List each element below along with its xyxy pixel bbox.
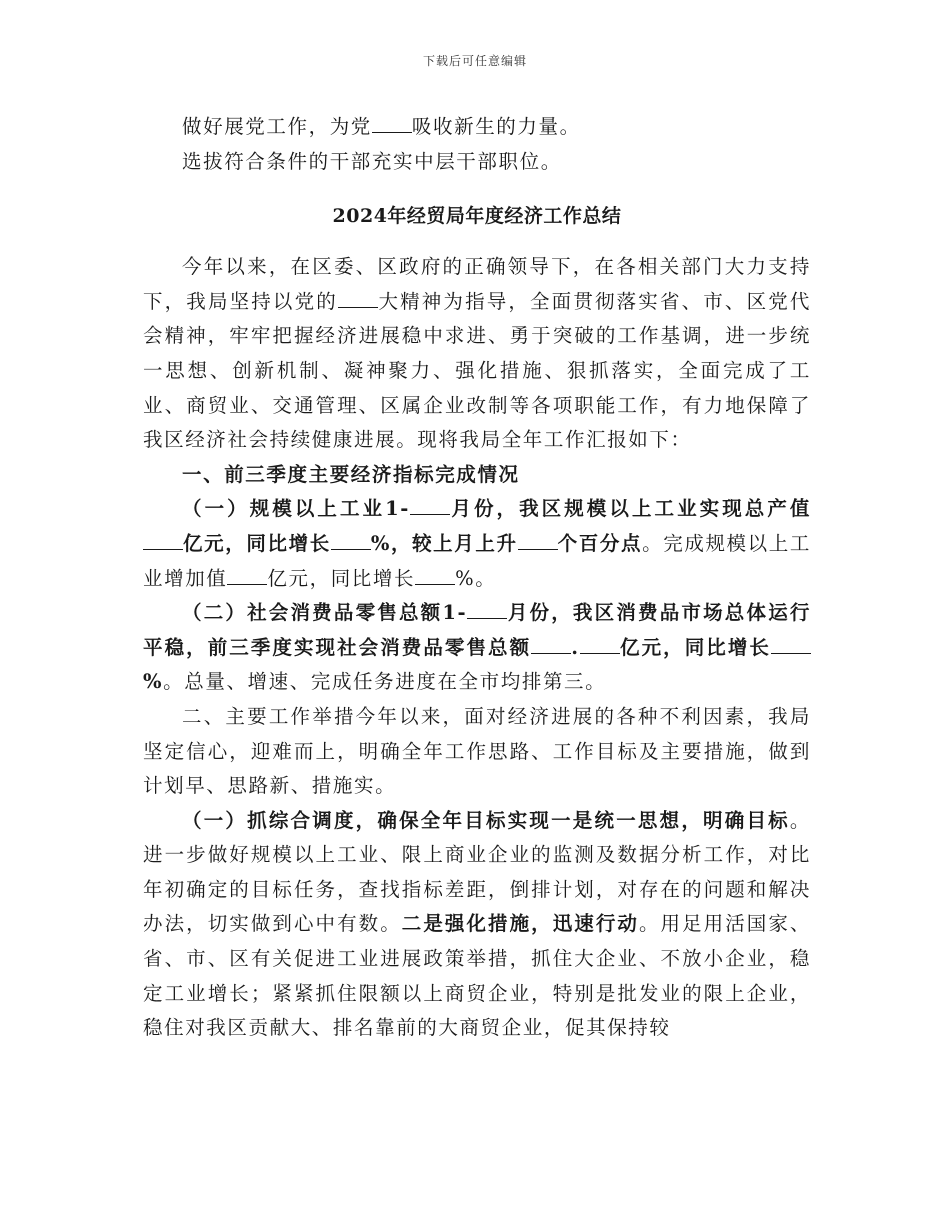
bold-text: 个百分点 [557, 531, 643, 555]
blank-underline [410, 514, 450, 515]
bold-text: 月份，我区消费品市场总体运行平稳，前三季度实现社会消费品零售总额 [143, 601, 811, 659]
blank-underline [531, 653, 571, 654]
page-header-note: 下载后可任意编辑 [422, 54, 527, 68]
paragraph-text: 大精神为指导，全面贯彻落实省、市、区党代会精神，牢牢把握经济进展稳中求进、勇于突破的工作基调，进一步统一思想、创新机制、凝神聚力、强化措施、狠抓落实，全面完成了工业、商贸业、交通管理、区属企业改制等各项职能工作，有力地保障了我区经济社会持续健康进展。现将我局全年工作汇报如下： [143, 289, 811, 452]
bold-text: %，较上月上升 [370, 531, 518, 555]
blank-underline [467, 618, 507, 619]
bold-text: 二是强化措施，迅速行动 [401, 912, 639, 936]
paragraph-cadre-selection: 选拔符合条件的干部充实中层干部职位。 [182, 149, 562, 173]
paragraph-text: 吸收新生的力量。 [411, 115, 581, 138]
paragraph-text: %。 [455, 566, 497, 590]
paragraph-intro [143, 250, 811, 458]
paragraph-text: 。总量、增速、完成任务进度在全市均排第三。 [163, 670, 607, 694]
bold-text: % [143, 670, 164, 694]
paragraph-retail [143, 596, 811, 700]
blank-underline [227, 584, 267, 585]
blank-underline [518, 549, 558, 550]
paragraph-text: 。完成规模以上工业增加值 [143, 531, 811, 590]
paragraph-text: 。进一步做好规模以上工业、限上商业企业的监测及数据分析工作，对比年初确定的目标任务，查找指标差距，倒排计划，对存在的问题和解决办法，切实做到心中有数。 [143, 808, 811, 936]
blank-underline [771, 653, 811, 654]
paragraph-text: 亿元，同比增长 [267, 566, 416, 590]
paragraph-text: 做好展党工作，为党 [182, 115, 372, 138]
paragraph-coordination [143, 804, 811, 1046]
paragraph-text: 今年以来，在区委、区政府的正确领导下，在各相关部门大力支持下，我局坚持以党的 [143, 255, 811, 313]
paragraph-party-work [143, 110, 811, 145]
bold-text: （一）抓综合调度，确保全年目标实现一是统一思想，明确目标 [182, 808, 790, 832]
blank-underline [580, 653, 620, 654]
section-heading-2: 二、主要工作举措今年以来，面对经济进展的各种不利因素，我局坚定信心，迎难而上，明确全年工作思路、工作目标及主要措施，做到计划早、思路新、措施实。 [143, 704, 811, 798]
paragraph-industry [143, 492, 811, 596]
bold-text: 月份，我区规模以上工业实现总产值 [449, 497, 811, 521]
bold-text: 亿元，同比增长 [183, 531, 331, 555]
section-heading-1: 一、前三季度主要经济指标完成情况 [182, 462, 520, 486]
bold-text: （二）社会消费品零售总额1- [182, 601, 468, 625]
document-title: 2024年经贸局年度经济工作总结 [332, 205, 622, 228]
blank-underline [331, 549, 371, 550]
bold-text: . [571, 635, 580, 659]
blank-underline [415, 584, 455, 585]
bold-text: （一）规模以上工业1- [182, 497, 410, 521]
bold-text: 亿元，同比增长 [619, 635, 771, 659]
blank-underline [143, 549, 183, 550]
blank-underline [338, 307, 378, 308]
paragraph-text: 。用足用活国家、省、市、区有关促进工业进展政策举措，抓住大企业、不放小企业，稳定工业增长；紧紧抓住限额以上商贸企业，特别是批发业的限上企业，稳住对我区贡献大、排名靠前的大商贸企业，促其保持较 [143, 912, 811, 1040]
document-body [143, 110, 811, 1046]
blank-underline [372, 132, 412, 133]
